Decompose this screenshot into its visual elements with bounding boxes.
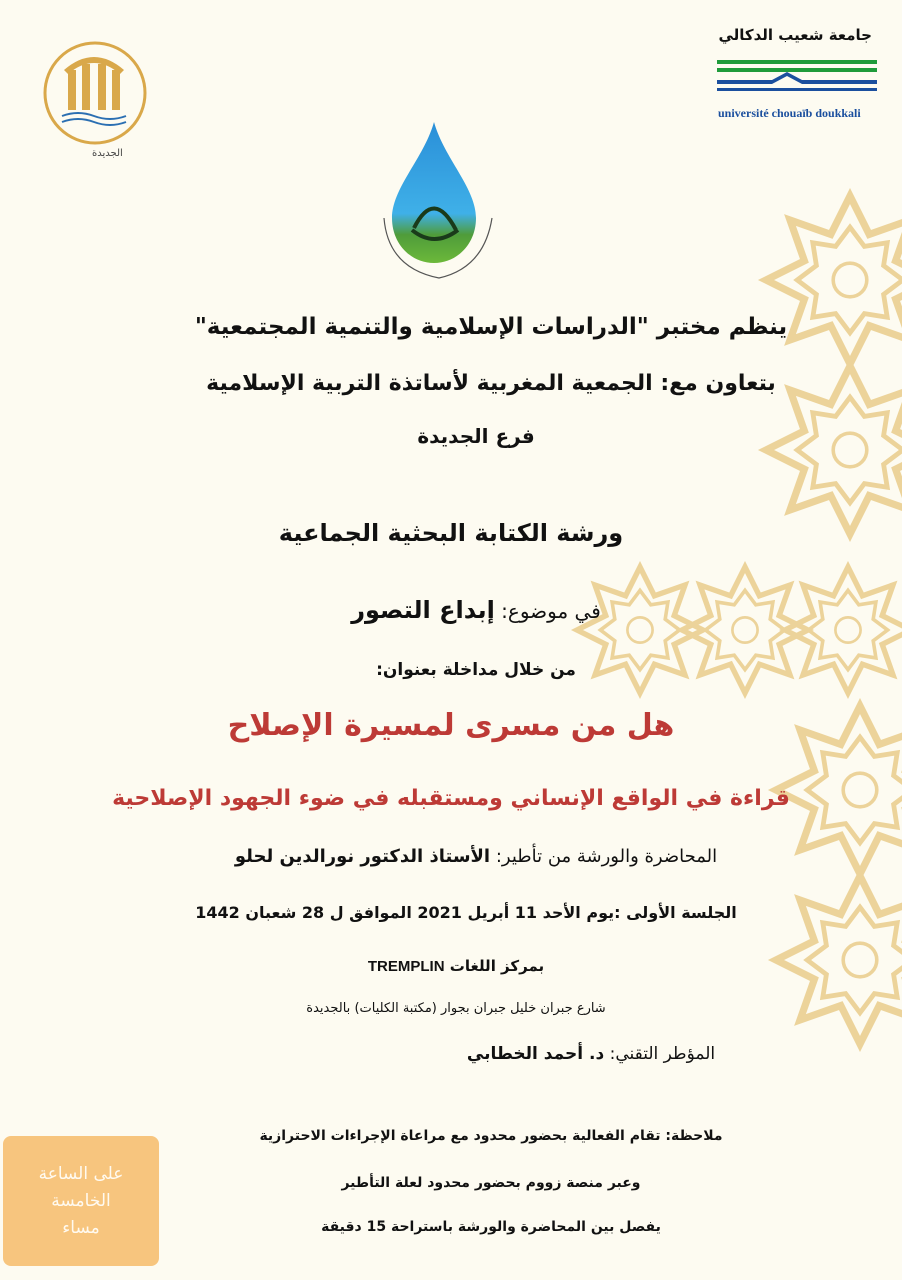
university-name-ar: جامعة شعيب الدكالي — [718, 26, 872, 44]
topic-line — [0, 596, 902, 624]
venue-label: بمركز اللغات — [449, 957, 545, 975]
venue-name: TREMPLIN — [367, 958, 445, 975]
time-line-3: مساء — [62, 1217, 100, 1238]
faculty-logo — [40, 38, 150, 148]
workshop-title: ورشة الكتابة البحثية الجماعية — [278, 519, 624, 547]
faculty-city-label: الجديدة — [92, 148, 123, 159]
topic-value: إبداع التصور — [351, 596, 495, 624]
time-box — [3, 1136, 159, 1266]
tech-label: المؤطر التقني: — [609, 1044, 716, 1064]
tech-line — [0, 1044, 902, 1064]
main-title: هل من مسرى لمسيرة الإصلاح — [227, 708, 675, 743]
address-line: شارع جبران خليل جبران بجوار (مكتبة الكليات) بالجديدة — [306, 1001, 606, 1016]
intervention-label: من خلال مداخلة بعنوان: — [376, 660, 576, 680]
university-name-fr: université chouaïb doukkali — [718, 106, 861, 120]
tech-name: د. أحمد الخطابي — [466, 1044, 605, 1064]
time-line-1: على الساعة — [38, 1163, 124, 1184]
note-line-2: وعبر منصة زووم بحضور محدود لعلة التأطير — [341, 1175, 641, 1191]
session-line: الجلسة الأولى :يوم الأحد 11 أبريل 2021 الموافق ل 28 شعبان 1442 — [195, 903, 737, 922]
lab-drop-logo — [364, 118, 514, 288]
supervisor-label: المحاضرة والورشة من تأطير: — [495, 846, 718, 867]
partner-line: بتعاون مع: الجمعية المغربية لأساتذة التربية الإسلامية — [206, 371, 776, 396]
supervisor-line — [0, 846, 902, 867]
branch-line: فرع الجديدة — [417, 424, 535, 448]
note-line-3: يفصل بين المحاضرة والورشة باستراحة 15 دقيقة — [321, 1219, 661, 1235]
subtitle: قراءة في الواقع الإنساني ومستقبله في ضوء الجهود الإصلاحية — [112, 786, 790, 811]
organizer-line: ينظم مختبر "الدراسات الإسلامية والتنمية المجتمعية" — [194, 314, 788, 340]
note-line-1: ملاحظة: تقام الفعالية بحضور محدود مع مراعاة الإجراءات الاحترازية — [259, 1128, 723, 1144]
time-line-2: الخامسة — [51, 1190, 111, 1211]
topic-label: في موضوع: — [501, 599, 601, 623]
supervisor-name: الأستاذ الدكتور نورالدين لحلو — [234, 846, 491, 867]
venue-line — [0, 957, 902, 975]
